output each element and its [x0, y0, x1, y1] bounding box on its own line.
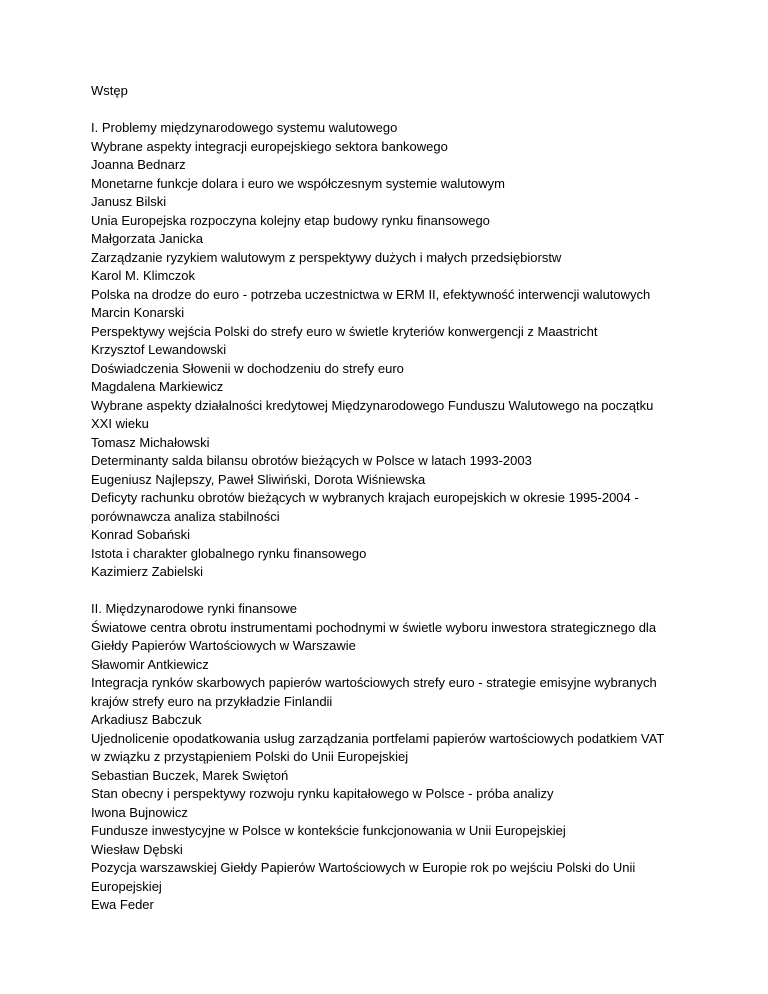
- article-title-continued: Giełdy Papierów Wartościowych w Warszawie: [91, 638, 356, 653]
- section-1: [91, 119, 708, 582]
- article-author: Karol M. Klimczok: [91, 268, 196, 283]
- article-author: Janusz Bilski: [91, 194, 167, 209]
- article-title: Stan obecny i perspektywy rozwoju rynku kapitałowego w Polsce - próba analizy: [91, 786, 554, 801]
- article-title-continued: porównawcza analiza stabilności: [91, 508, 280, 524]
- article-title: Polska na drodze do euro - potrzeba uczestnictwa w ERM II, efektywność interwencji walutowych: [91, 286, 651, 302]
- section-heading: I. Problemy międzynarodowego systemu walutowego: [91, 120, 398, 135]
- article-title: Perspektywy wejścia Polski do strefy euro w świetle kryteriów konwergencji z Maastricht: [91, 323, 598, 339]
- article-author: Sebastian Buczek, Marek Swiętoń: [91, 767, 289, 783]
- article-title: Światowe centra obrotu instrumentami pochodnymi w świetle wyboru inwestora strategicznego dla: [91, 619, 657, 635]
- article-title: Zarządzanie ryzykiem walutowym z perspektywy dużych i małych przedsiębiorstw: [91, 249, 562, 265]
- article-title: Monetarne funkcje dolara i euro we współczesnym systemie walutowym: [91, 175, 506, 191]
- article-title-continued: krajów strefy euro na przykładzie Finlandii: [91, 693, 333, 709]
- spacer: [91, 582, 708, 601]
- section-2: [91, 600, 708, 915]
- article-author: Iwona Bujnowicz: [91, 804, 188, 820]
- article-title: Unia Europejska rozpoczyna kolejny etap budowy rynku finansowego: [91, 212, 490, 228]
- article-title: Istota i charakter globalnego rynku finansowego: [91, 545, 367, 561]
- intro-heading: Wstęp: [91, 83, 128, 98]
- article-author: Sławomir Antkiewicz: [91, 656, 209, 672]
- article-title-continued: w związku z przystąpieniem Polski do Unii Europejskiej: [91, 749, 409, 764]
- article-author: Krzysztof Lewandowski: [91, 342, 227, 357]
- article-author: Marcin Konarski: [91, 305, 185, 320]
- article-title: Ujednolicenie opodatkowania usług zarządzania portfelami papierów wartościowych podatkiem VAT: [91, 730, 665, 746]
- article-title-continued: Europejskiej: [91, 878, 162, 894]
- article-author: Eugeniusz Najlepszy, Paweł Sliwiński, Dorota Wiśniewska: [91, 471, 426, 487]
- article-author: Tomasz Michałowski: [91, 434, 210, 450]
- article-author: Konrad Sobański: [91, 527, 191, 542]
- article-title: Doświadczenia Słowenii w dochodzeniu do strefy euro: [91, 360, 404, 376]
- article-author: Magdalena Markiewicz: [91, 379, 224, 394]
- article-author: Joanna Bednarz: [91, 157, 186, 172]
- article-author: Arkadiusz Babczuk: [91, 712, 202, 727]
- article-author: Małgorzata Janicka: [91, 231, 203, 246]
- article-title: Fundusze inwestycyjne w Polsce w kontekście funkcjonowania w Unii Europejskiej: [91, 823, 566, 838]
- article-title: Wybrane aspekty integracji europejskiego sektora bankowego: [91, 138, 448, 154]
- section-heading: II. Międzynarodowe rynki finansowe: [91, 601, 297, 616]
- article-title: Deficyty rachunku obrotów bieżących w wybranych krajach europejskich w okresie 1995-2004 -: [91, 490, 639, 505]
- article-title: Integracja rynków skarbowych papierów wartościowych strefy euro - strategie emisyjne wybranych: [91, 675, 657, 690]
- article-title: Pozycja warszawskiej Giełdy Papierów Wartościowych w Europie rok po wejściu Polski do Unii: [91, 860, 636, 875]
- article-author: Kazimierz Zabielski: [91, 564, 203, 579]
- article-author: Ewa Feder: [91, 897, 154, 912]
- article-title: Wybrane aspekty działalności kredytowej Międzynarodowego Funduszu Walutowego na początku: [91, 397, 654, 413]
- article-title-continued: XXI wieku: [91, 416, 149, 431]
- spacer: [91, 101, 708, 120]
- article-title: Determinanty salda bilansu obrotów bieżących w Polsce w latach 1993-2003: [91, 453, 532, 468]
- article-author: Wiesław Dębski: [91, 841, 183, 857]
